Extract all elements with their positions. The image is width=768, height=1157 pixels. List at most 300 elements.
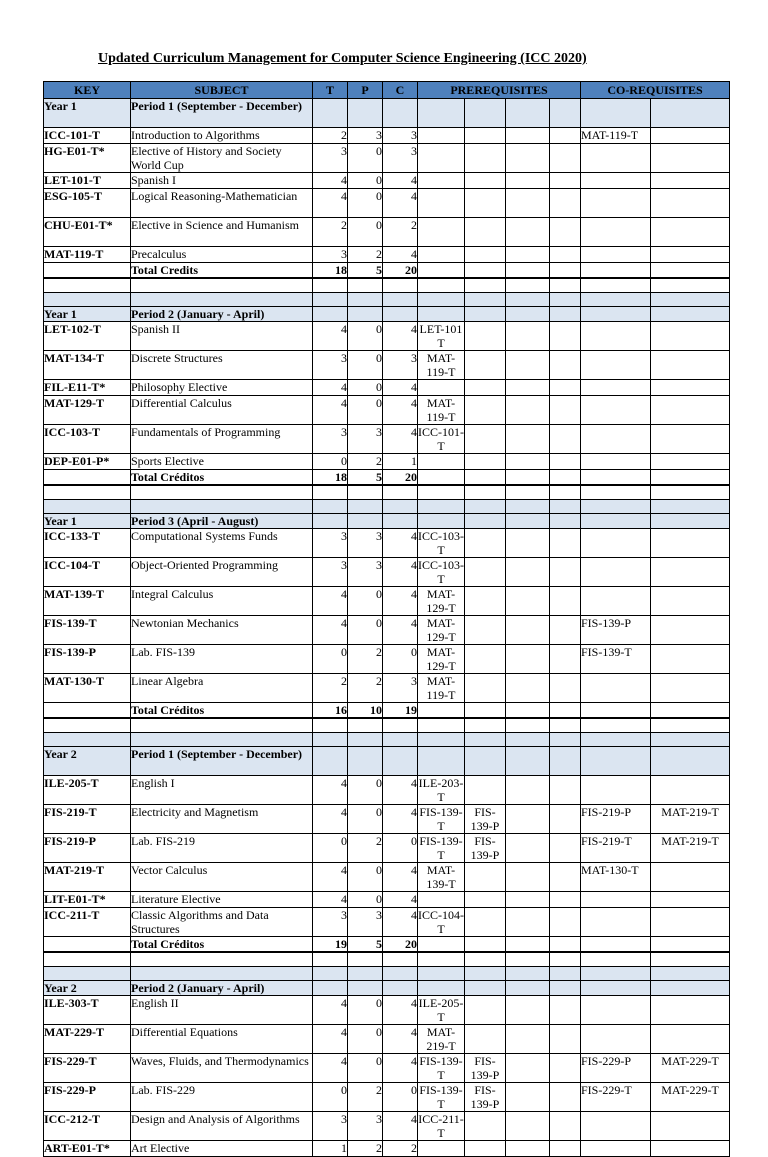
empty-cell: [550, 967, 581, 981]
prerequisite-cell: [465, 1112, 506, 1141]
corequisite-cell: FIS-229-T: [581, 1083, 651, 1112]
course-key: MAT-134-T: [44, 351, 131, 380]
empty-cell: [465, 514, 506, 529]
prerequisite-cell: [506, 173, 550, 189]
empty-cell: [465, 718, 506, 733]
empty-cell: [550, 718, 581, 733]
prerequisite-cell: [465, 380, 506, 396]
empty-cell: [418, 937, 465, 953]
prerequisite-cell: [550, 1083, 581, 1112]
empty-cell: [348, 500, 383, 514]
course-c: 4: [383, 247, 418, 263]
course-t: 4: [313, 380, 348, 396]
empty-cell: [44, 263, 131, 279]
empty-cell: [506, 485, 550, 500]
prerequisite-cell: [550, 128, 581, 144]
course-subject: Art Elective: [131, 1141, 313, 1157]
prerequisite-cell: MAT-119-T: [418, 351, 465, 380]
prerequisite-cell: [550, 674, 581, 703]
course-row: [44, 616, 730, 645]
empty-cell: [550, 703, 581, 719]
course-key: MAT-139-T: [44, 587, 131, 616]
course-p: 0: [348, 587, 383, 616]
course-c: 4: [383, 776, 418, 805]
course-subject: Differential Calculus: [131, 396, 313, 425]
total-c: 19: [383, 703, 418, 719]
corequisite-cell: [581, 558, 651, 587]
corequisite-cell: [651, 380, 730, 396]
header-subject: SUBJECT: [131, 82, 313, 99]
corequisite-cell: [651, 863, 730, 892]
course-subject: Design and Analysis of Algorithms: [131, 1112, 313, 1141]
section-separator: [44, 733, 730, 747]
empty-cell: [313, 981, 348, 996]
prerequisite-cell: [506, 616, 550, 645]
prerequisite-cell: LET-101 T: [418, 322, 465, 351]
corequisite-cell: FIS-229-P: [581, 1054, 651, 1083]
empty-cell: [581, 278, 651, 293]
corequisite-cell: [651, 892, 730, 908]
course-key: DEP-E01-P*: [44, 454, 131, 470]
empty-cell: [418, 718, 465, 733]
empty-cell: [581, 718, 651, 733]
section-separator: [44, 293, 730, 307]
empty-cell: [651, 500, 730, 514]
empty-cell: [348, 514, 383, 529]
empty-cell: [581, 937, 651, 953]
course-t: 1: [313, 1141, 348, 1157]
empty-cell: [313, 293, 348, 307]
empty-cell: [550, 952, 581, 967]
empty-cell: [506, 952, 550, 967]
period-label: Period 3 (April - August): [131, 514, 313, 529]
empty-cell: [418, 278, 465, 293]
course-t: 3: [313, 247, 348, 263]
corequisite-cell: [581, 425, 651, 454]
course-subject: Lab. FIS-219: [131, 834, 313, 863]
course-key: ICC-101-T: [44, 128, 131, 144]
corequisite-cell: [651, 173, 730, 189]
corequisite-cell: [651, 1141, 730, 1157]
period-header-row: [44, 99, 730, 128]
header-prerequisites: PREREQUISITES: [418, 82, 581, 99]
prerequisite-cell: [418, 1141, 465, 1157]
prerequisite-cell: [465, 1025, 506, 1054]
course-row: [44, 805, 730, 834]
period-header-row: [44, 307, 730, 322]
course-c: 3: [383, 351, 418, 380]
course-subject: English I: [131, 776, 313, 805]
course-c: 4: [383, 587, 418, 616]
prerequisite-cell: [550, 834, 581, 863]
total-t: 18: [313, 263, 348, 279]
course-subject: Elective in Science and Humanism: [131, 218, 313, 247]
prerequisite-cell: [506, 587, 550, 616]
corequisite-cell: [581, 892, 651, 908]
empty-cell: [313, 485, 348, 500]
course-c: 4: [383, 616, 418, 645]
prerequisite-cell: [506, 863, 550, 892]
course-c: 0: [383, 645, 418, 674]
course-c: 3: [383, 674, 418, 703]
course-subject: Computational Systems Funds: [131, 529, 313, 558]
corequisite-cell: [581, 173, 651, 189]
course-t: 0: [313, 645, 348, 674]
empty-cell: [651, 514, 730, 529]
course-subject: English II: [131, 996, 313, 1025]
empty-cell: [581, 514, 651, 529]
empty-cell: [44, 967, 131, 981]
empty-cell: [581, 293, 651, 307]
empty-cell: [506, 500, 550, 514]
prerequisite-cell: [506, 218, 550, 247]
total-p: 10: [348, 703, 383, 719]
course-row: [44, 645, 730, 674]
total-t: 19: [313, 937, 348, 953]
empty-cell: [465, 747, 506, 776]
corequisite-cell: MAT-119-T: [581, 128, 651, 144]
empty-cell: [313, 952, 348, 967]
course-c: 4: [383, 380, 418, 396]
empty-cell: [418, 263, 465, 279]
empty-cell: [550, 307, 581, 322]
empty-cell: [44, 470, 131, 486]
empty-cell: [465, 307, 506, 322]
corequisite-cell: [651, 454, 730, 470]
course-t: 2: [313, 128, 348, 144]
course-c: 3: [383, 144, 418, 173]
header-row: [44, 82, 730, 99]
corequisite-cell: [651, 144, 730, 173]
curriculum-body: [44, 99, 730, 1157]
empty-cell: [44, 703, 131, 719]
course-t: 0: [313, 454, 348, 470]
empty-cell: [418, 952, 465, 967]
corequisite-cell: [581, 218, 651, 247]
empty-cell: [651, 293, 730, 307]
course-c: 4: [383, 996, 418, 1025]
course-key: FIS-139-T: [44, 616, 131, 645]
course-key: ILE-303-T: [44, 996, 131, 1025]
empty-cell: [651, 981, 730, 996]
empty-cell: [506, 718, 550, 733]
corequisite-cell: [581, 247, 651, 263]
empty-cell: [383, 99, 418, 128]
course-c: 4: [383, 1025, 418, 1054]
corequisite-cell: [651, 1112, 730, 1141]
empty-cell: [506, 967, 550, 981]
empty-cell: [131, 293, 313, 307]
prerequisite-cell: [506, 892, 550, 908]
course-row: [44, 863, 730, 892]
prerequisite-cell: [506, 834, 550, 863]
course-key: ICC-212-T: [44, 1112, 131, 1141]
empty-cell: [348, 952, 383, 967]
course-t: 4: [313, 396, 348, 425]
prerequisite-cell: [465, 425, 506, 454]
course-c: 4: [383, 892, 418, 908]
corequisite-cell: [581, 380, 651, 396]
total-c: 20: [383, 263, 418, 279]
course-t: 4: [313, 189, 348, 218]
empty-cell: [313, 307, 348, 322]
course-subject: Linear Algebra: [131, 674, 313, 703]
course-c: 2: [383, 218, 418, 247]
prerequisite-cell: [506, 322, 550, 351]
empty-cell: [651, 307, 730, 322]
prerequisite-cell: [550, 351, 581, 380]
course-row: [44, 587, 730, 616]
prerequisite-cell: [465, 863, 506, 892]
empty-cell: [348, 485, 383, 500]
prerequisite-cell: [465, 396, 506, 425]
corequisite-cell: [581, 587, 651, 616]
empty-cell: [44, 293, 131, 307]
corequisite-cell: MAT-229-T: [651, 1054, 730, 1083]
corequisite-cell: MAT-130-T: [581, 863, 651, 892]
course-row: [44, 247, 730, 263]
empty-cell: [131, 733, 313, 747]
course-t: 0: [313, 1083, 348, 1112]
empty-cell: [131, 952, 313, 967]
prerequisite-cell: [418, 144, 465, 173]
prerequisite-cell: [465, 189, 506, 218]
prerequisite-cell: MAT-219-T: [418, 1025, 465, 1054]
corequisite-cell: [581, 189, 651, 218]
corequisite-cell: MAT-219-T: [651, 834, 730, 863]
total-t: 16: [313, 703, 348, 719]
prerequisite-cell: [506, 128, 550, 144]
empty-cell: [383, 307, 418, 322]
course-c: 4: [383, 173, 418, 189]
total-p: 5: [348, 263, 383, 279]
empty-cell: [44, 278, 131, 293]
course-subject: Philosophy Elective: [131, 380, 313, 396]
course-row: [44, 425, 730, 454]
empty-cell: [651, 703, 730, 719]
header-t: T: [313, 82, 348, 99]
empty-cell: [581, 500, 651, 514]
prerequisite-cell: [465, 674, 506, 703]
course-row: [44, 834, 730, 863]
empty-cell: [418, 470, 465, 486]
course-key: FIS-219-P: [44, 834, 131, 863]
prerequisite-cell: MAT-119-T: [418, 396, 465, 425]
empty-cell: [131, 718, 313, 733]
empty-cell: [550, 470, 581, 486]
corequisite-cell: [651, 128, 730, 144]
empty-cell: [550, 278, 581, 293]
empty-cell: [465, 278, 506, 293]
corequisite-cell: [651, 396, 730, 425]
prerequisite-cell: [550, 396, 581, 425]
year-label: Year 1: [44, 99, 131, 128]
prerequisite-cell: [465, 892, 506, 908]
total-row: [44, 937, 730, 953]
total-c: 20: [383, 937, 418, 953]
course-row: [44, 128, 730, 144]
course-t: 3: [313, 558, 348, 587]
blank-row: [44, 485, 730, 500]
course-row: [44, 529, 730, 558]
course-p: 0: [348, 380, 383, 396]
period-header-row: [44, 747, 730, 776]
empty-cell: [383, 747, 418, 776]
prerequisite-cell: [506, 1054, 550, 1083]
course-key: MAT-219-T: [44, 863, 131, 892]
prerequisite-cell: [506, 908, 550, 937]
empty-cell: [506, 937, 550, 953]
empty-cell: [581, 99, 651, 128]
course-c: 4: [383, 863, 418, 892]
course-key: FIS-219-T: [44, 805, 131, 834]
course-row: [44, 144, 730, 173]
course-c: 4: [383, 805, 418, 834]
course-subject: Literature Elective: [131, 892, 313, 908]
course-subject: Electricity and Magnetism: [131, 805, 313, 834]
course-row: [44, 674, 730, 703]
corequisite-cell: [651, 645, 730, 674]
prerequisite-cell: [550, 587, 581, 616]
course-row: [44, 1025, 730, 1054]
empty-cell: [313, 733, 348, 747]
empty-cell: [581, 733, 651, 747]
prerequisite-cell: [465, 322, 506, 351]
prerequisite-cell: ICC-211-T: [418, 1112, 464, 1140]
course-c: 1: [383, 454, 418, 470]
empty-cell: [44, 733, 131, 747]
prerequisite-cell: [506, 805, 550, 834]
prerequisite-cell: [418, 189, 465, 218]
course-p: 0: [348, 863, 383, 892]
prerequisite-cell: [550, 892, 581, 908]
course-subject: Introduction to Algorithms: [131, 128, 313, 144]
course-t: 4: [313, 776, 348, 805]
course-subject: Logical Reasoning-Mathematician: [131, 189, 313, 218]
empty-cell: [506, 470, 550, 486]
corequisite-cell: [651, 322, 730, 351]
course-key: MAT-119-T: [44, 247, 131, 263]
prerequisite-cell: [550, 189, 581, 218]
empty-cell: [581, 470, 651, 486]
prerequisite-cell: FIS-139-T: [419, 1054, 463, 1082]
total-row: [44, 703, 730, 719]
empty-cell: [465, 952, 506, 967]
course-subject: Lab. FIS-139: [131, 645, 313, 674]
empty-cell: [348, 981, 383, 996]
empty-cell: [131, 967, 313, 981]
empty-cell: [313, 500, 348, 514]
course-t: 4: [313, 587, 348, 616]
empty-cell: [550, 733, 581, 747]
empty-cell: [506, 514, 550, 529]
course-c: 4: [383, 396, 418, 425]
course-p: 0: [348, 616, 383, 645]
empty-cell: [383, 952, 418, 967]
empty-cell: [418, 293, 465, 307]
empty-cell: [581, 307, 651, 322]
empty-cell: [506, 293, 550, 307]
prerequisite-cell: [550, 247, 581, 263]
empty-cell: [651, 733, 730, 747]
course-p: 2: [348, 247, 383, 263]
course-subject: Spanish I: [131, 173, 313, 189]
empty-cell: [465, 99, 506, 128]
prerequisite-cell: [506, 558, 550, 587]
corequisite-cell: FIS-139-T: [581, 645, 651, 674]
course-row: [44, 1083, 730, 1112]
course-c: 4: [383, 1112, 418, 1141]
prerequisite-cell: ILE-203-T: [418, 776, 464, 804]
prerequisite-cell: ICC-101-T: [418, 425, 464, 453]
total-p: 5: [348, 937, 383, 953]
prerequisite-cell: [506, 1112, 550, 1141]
prerequisite-cell: FIS-139-P: [465, 834, 506, 863]
prerequisite-cell: [465, 218, 506, 247]
empty-cell: [313, 747, 348, 776]
corequisite-cell: [651, 247, 730, 263]
empty-cell: [465, 981, 506, 996]
corequisite-cell: [651, 776, 730, 805]
prerequisite-cell: [418, 173, 465, 189]
prerequisite-cell: [506, 189, 550, 218]
empty-cell: [418, 307, 465, 322]
prerequisite-cell: [465, 908, 506, 937]
course-row: [44, 351, 730, 380]
total-label: Total Créditos: [131, 703, 313, 719]
year-label: Year 2: [44, 981, 131, 996]
course-row: [44, 322, 730, 351]
course-key: ILE-205-T: [44, 776, 131, 805]
prerequisite-cell: [506, 351, 550, 380]
corequisite-cell: [651, 351, 730, 380]
prerequisite-cell: [550, 776, 581, 805]
prerequisite-cell: [465, 1141, 506, 1157]
prerequisite-cell: [506, 1083, 550, 1112]
course-t: 4: [313, 1054, 348, 1083]
empty-cell: [550, 293, 581, 307]
empty-cell: [44, 718, 131, 733]
course-t: 3: [313, 425, 348, 454]
course-t: 2: [313, 218, 348, 247]
empty-cell: [465, 967, 506, 981]
course-row: [44, 892, 730, 908]
empty-cell: [348, 293, 383, 307]
prerequisite-cell: FIS-139-P: [465, 1054, 506, 1083]
corequisite-cell: [581, 529, 651, 558]
empty-cell: [465, 500, 506, 514]
empty-cell: [418, 747, 465, 776]
prerequisite-cell: [550, 645, 581, 674]
course-key: HG-E01-T*: [44, 144, 131, 173]
course-subject: Classic Algorithms and Data Structures: [131, 908, 313, 937]
course-row: [44, 1054, 730, 1083]
blank-row: [44, 278, 730, 293]
course-subject: Spanish II: [131, 322, 313, 351]
empty-cell: [581, 747, 651, 776]
empty-cell: [550, 514, 581, 529]
course-key: ICC-103-T: [44, 425, 131, 454]
prerequisite-cell: FIS-139-P: [465, 805, 506, 834]
period-label: Period 1 (September - December): [131, 747, 313, 776]
prerequisite-cell: [506, 996, 550, 1025]
course-t: 4: [313, 1025, 348, 1054]
course-row: [44, 996, 730, 1025]
corequisite-cell: [651, 674, 730, 703]
course-p: 0: [348, 996, 383, 1025]
course-subject: Waves, Fluids, and Thermodynamics: [131, 1054, 313, 1083]
empty-cell: [651, 952, 730, 967]
